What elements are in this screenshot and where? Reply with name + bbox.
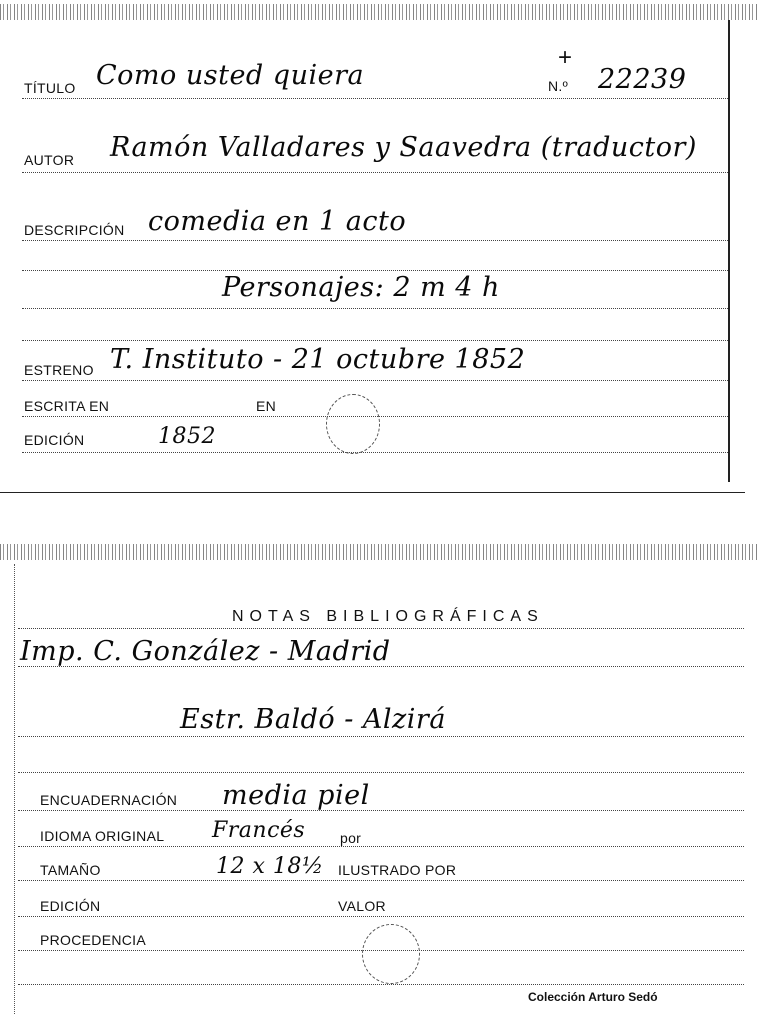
blank-line-4	[18, 984, 744, 985]
edicion-line	[22, 452, 728, 453]
stamp-circle-back	[362, 924, 420, 984]
edicion-value: 1852	[158, 424, 216, 449]
note-line-1: Imp. C. González - Madrid	[20, 636, 391, 667]
blank-line-2	[22, 340, 728, 341]
idioma-label: IDIOMA ORIGINAL	[40, 828, 165, 844]
tamano-label: TAMAÑO	[40, 862, 101, 878]
descripcion-label: DESCRIPCIÓN	[24, 222, 125, 238]
notes-title: NOTAS BIBLIOGRÁFICAS	[232, 608, 544, 625]
descripcion-value: comedia en 1 acto	[148, 206, 407, 237]
autor-line	[22, 172, 728, 173]
encuadernacion-label: ENCUADERNACIÓN	[40, 792, 178, 808]
edicion-label: EDICIÓN	[24, 432, 85, 448]
ilustrado-label: ILUSTRADO POR	[338, 862, 457, 878]
catalog-card-front	[0, 0, 759, 496]
cross-mark: +	[558, 44, 573, 71]
edicion-label-back: EDICIÓN	[40, 898, 101, 914]
edicion-line-back	[18, 916, 744, 917]
card-left-border	[14, 564, 15, 1014]
personajes-line	[22, 308, 728, 309]
note-line-1-rule	[18, 666, 744, 667]
titulo-label: TÍTULO	[24, 80, 76, 96]
estreno-label: ESTRENO	[24, 362, 94, 378]
note-line-2-rule	[18, 736, 744, 737]
numero-value: 22239	[598, 64, 687, 95]
titulo-value: Como usted quiera	[96, 60, 365, 91]
titulo-line	[22, 98, 728, 99]
tamano-value: 12 x 18½	[216, 854, 324, 879]
valor-label: VALOR	[338, 898, 386, 914]
numero-label: N.º	[548, 78, 569, 94]
idioma-value: Francés	[212, 818, 306, 843]
card-edge-texture	[0, 544, 759, 560]
estreno-line	[22, 380, 728, 381]
idioma-line	[18, 846, 744, 847]
collection-credit: Colección Arturo Sedó	[528, 990, 658, 1004]
card-right-border	[728, 20, 730, 482]
catalog-card-back	[0, 540, 759, 1028]
encuadernacion-line	[18, 810, 744, 811]
card-bottom-border	[0, 492, 745, 493]
blank-line-1	[22, 270, 728, 271]
por-label: por	[340, 830, 362, 846]
notes-title-line	[18, 628, 744, 629]
note-line-2: Estr. Baldó - Alzirá	[180, 704, 446, 735]
en-label: EN	[256, 398, 277, 414]
autor-label: AUTOR	[24, 152, 75, 168]
stamp-circle	[326, 394, 380, 454]
encuadernacion-value: media piel	[222, 780, 370, 811]
estreno-value: T. Instituto - 21 octubre 1852	[110, 344, 526, 375]
descripcion-line	[22, 240, 728, 241]
procedencia-label: PROCEDENCIA	[40, 932, 146, 948]
autor-value: Ramón Valladares y Saavedra (traductor)	[110, 132, 697, 163]
escrita-label: ESCRITA EN	[24, 398, 110, 414]
tamano-line	[18, 880, 744, 881]
personajes-value: Personajes: 2 m 4 h	[222, 272, 500, 303]
card-edge-texture	[0, 4, 759, 20]
blank-line-3	[18, 772, 744, 773]
